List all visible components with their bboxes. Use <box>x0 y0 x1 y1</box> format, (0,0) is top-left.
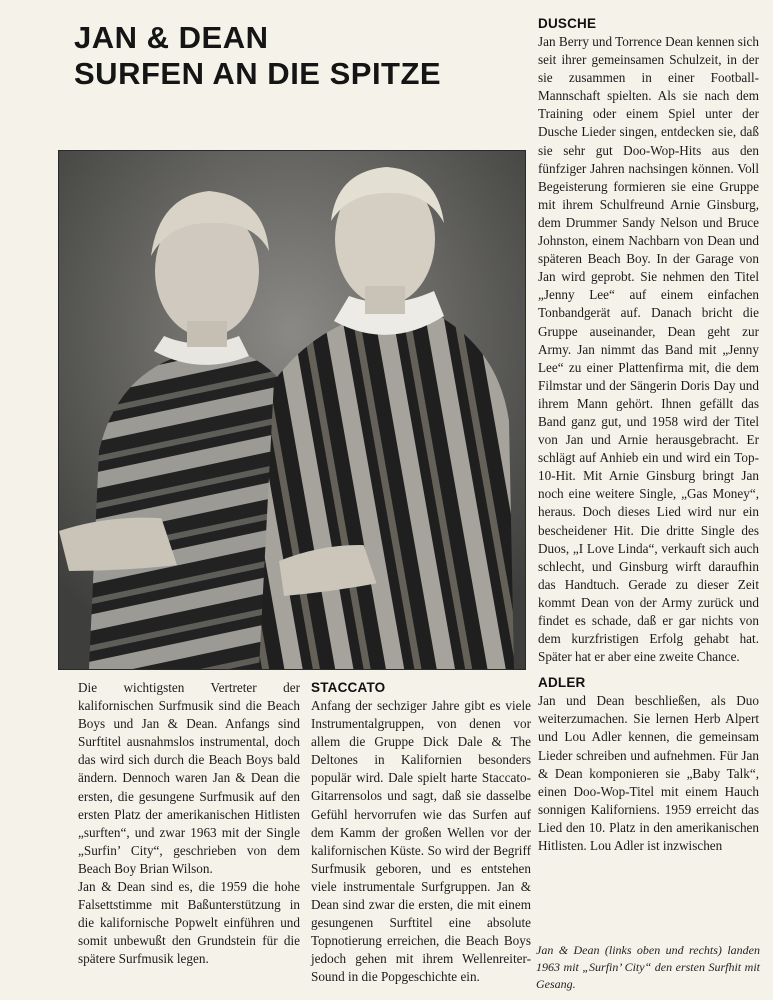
intro-paragraph-1: Die wichtigsten Vertreter der kalifornischen Surfmusik sind die Beach Boys und Jan & Dean. Anfangs sind Surftitel ausnahmslos instrumental, doch das wird sich durch die Beach Boys bald ändern. Dennoch waren Jan & Dean die ersten, die gesungene Surfmusik auf den ersten Platz der amerikanischen Hitlisten „surften“, und zwar 1963 mit der Single „Surfin’ City“, geschrieben von dem Beach Boy Brian Wilson. <box>78 680 300 876</box>
dusche-heading: DUSCHE <box>538 16 597 31</box>
right-column <box>538 15 759 855</box>
intro-paragraph-2: Jan & Dean sind es, die 1959 die hohe Falsettstimme mit Baßunterstützung in die kalifornische Popwelt einführen und somit unbewußt den Grundstein für die spätere Surfmusik legen. <box>78 879 300 967</box>
staccato-column <box>311 679 531 987</box>
headline-line-1: JAN & DEAN <box>74 20 269 55</box>
photo-caption: Jan & Dean (links oben und rechts) landen 1963 mit „Surfin’ City“ den ersten Surfhit mit Gesang. <box>536 943 760 991</box>
headline-line-2: SURFEN AN DIE SPITZE <box>74 56 442 91</box>
adler-text: Jan und Dean beschließen, als Duo weiterzumachen. Sie lernen Herb Alpert und Lou Adler kennen, die gemeinsam Lieder schreiben und aufnehmen. Für Jan & Dean komponieren sie „Baby Talk“, einen Doo-Wop-Titel mit einem Hauch sonnigen Kaliforniens. 1959 erreicht das Lied den 10. Platz in den amerikanischen Hitlisten. Lou Adler ist inzwischen <box>538 693 759 854</box>
staccato-heading: STACCATO <box>311 680 386 695</box>
staccato-text: Anfang der sechziger Jahre gibt es viele Instrumentalgruppen, von denen vor allem die Gruppe Dick Dale & The Deltones in Kalifornien besonders populär wird. Dale spielt harte Staccato-Gitarrensolos und sagt, daß sie dasselbe Gefühl hervorrufen wie das Surfen auf dem Kamm der großen Wellen vor der kalifornischen Küste. So wird der Begriff Surfmusik geboren, und es entstehen viele instrumentale Surfgruppen. Jan & Dean sind zwar die ersten, die mit einem gesungenen Surftitel eine absolute Topnotierung erreichen, die Beach Boys jedoch gehen mit ihrem Wellenreiter-Sound in die Popgeschichte ein. <box>311 698 531 985</box>
article-headline <box>74 20 494 92</box>
dusche-text: Jan Berry und Torrence Dean kennen sich seit ihrer gemeinsamen Schulzeit, in der sie zusammen in einer Football-Mannschaft spielten. Als sie nach dem Training oder einem Spiel unter der Dusche Lieder singen, entdecken sie, daß sie sehr gut Doo-Wop-Hits aus den fünfziger Jahren nachsingen können. Voll Begeisterung formieren sie eine Gruppe mit ihrem Schulfreund Arnie Ginsburg, dem Drummer Sandy Nelson und Bruce Johnston, einem Nachbarn von Dean und späteren Beach Boy. In der Garage von Jan wird geprobt. Sie nehmen den Titel „Jenny Lee“ auf einem einfachen Tonbandgerät auf. Danach bricht die Gruppe auseinander, Dean geht zur Army. Jan nimmt das Band mit „Jenny Lee“ zu einer Plattenfirma mit, die dem Filmstar und der Sängerin Doris Day und ihrem Mann gehört. Ihnen gefällt das Band ganz gut, und 1958 wird der Titel von Jan und Arnie herausgebracht. Er schlägt auf Anhieb ein und wird ein Top-10-Hit. Mit Arnie Ginsburg bringt Jan noch eine weitere Single, „Gas Money“, heraus. Doch dieses Lied wird nur ein bescheidener Hit. Die dritte Single des Duos, „I Love Linda“, verkauft sich auch schlecht, und Ginsburg wirft daraufhin das Handtuch. Gerade zu dieser Zeit kommt Dean von der Army zurück und findet es schade, daß er gar nichts von dem kurzfristigen Erfolg gehabt hat. Später hat er aber eine zweite Chance. <box>538 34 759 665</box>
intro-column <box>78 679 300 969</box>
band-photo-illustration <box>59 151 525 669</box>
adler-heading: ADLER <box>538 675 586 691</box>
band-photo <box>58 150 526 670</box>
